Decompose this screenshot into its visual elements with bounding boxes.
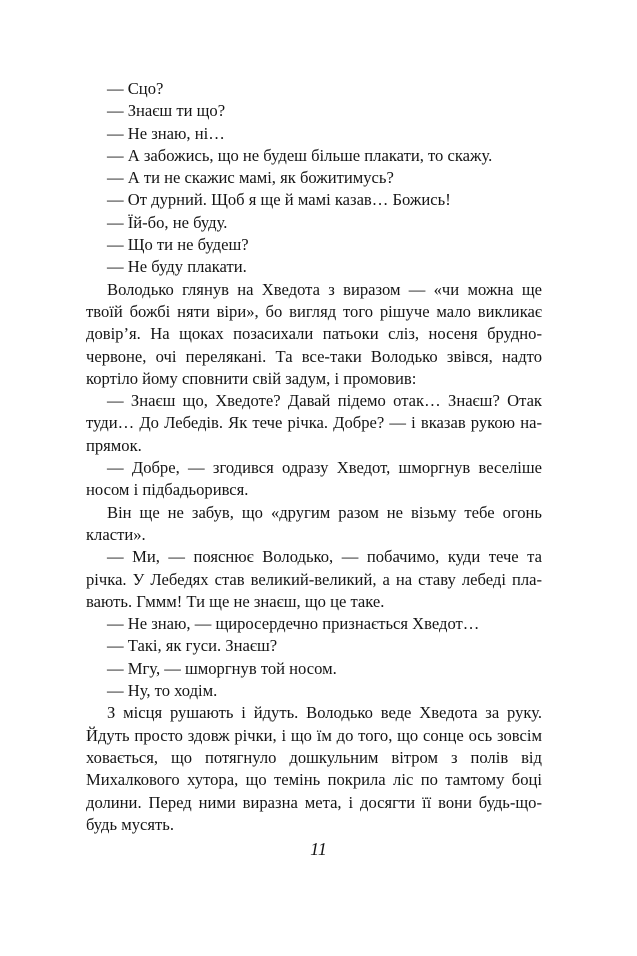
page-number: 11 bbox=[310, 839, 327, 859]
paragraph: — Знаєш що, Хведоте? Давай підемо отак… Знаєш? Отак туди… До Лебедів. Як тече річка. Добре? — і вказав рукою напрямок. bbox=[86, 391, 542, 455]
paragraph: — Ми, — пояснює Володько, — побачимо, куди тече та річка. У Лебедях став великий-великий, а на ставу лебеді плавають. Гммм! Ти ще не знаєш, що це таке. bbox=[86, 547, 542, 611]
paragraph: — Добре, — згодився одразу Хведот, шморгнув веселіше носом і підбадьорився. bbox=[86, 458, 542, 500]
paragraph: — Не знаю, — щиросердечно признається Хведот… bbox=[107, 614, 480, 634]
paragraph: Він ще не забув, що «другим разом не візьму тебе огонь класти». bbox=[86, 502, 542, 544]
paragraph: — Сцо? bbox=[107, 79, 164, 98]
paragraph: — Знаєш ти що? bbox=[107, 101, 226, 121]
paragraph: — Такі, як гуси. Знаєш? bbox=[107, 636, 278, 656]
paragraph: — Не буду плакати. bbox=[107, 257, 247, 277]
paragraph: — А забожись, що не будеш більше плакати, то скажу. bbox=[107, 145, 493, 165]
paragraph: — Що ти не будеш? bbox=[107, 235, 249, 255]
paragraph: З місця рушають і йдуть. Володько веде Хведота за руку. Йдуть просто здовж річки, і що їм до того, що сонце ось зовсім ховається, що потягнуло дошкульним вітром з полів від Михалкового хутора, що темінь покрила ліс по тамтому боці долини. Перед ними виразна мета, і досягти її вони будь-що-будь мусять. bbox=[86, 703, 542, 834]
paragraph: — Їй-бо, не буду. bbox=[107, 212, 228, 232]
paragraph: — Мгу, — шморгнув той носом. bbox=[107, 658, 337, 678]
paragraph: — А ти не скажис мамі, як божитимусь? bbox=[107, 168, 394, 188]
paragraph: Володько глянув на Хведота з виразом — «чи можна ще твоїй божбі няти віри», бо вигляд того рішуче мало викликає довір’я. На щоках позасихали патьоки сліз, носеня брудно-червоне, очі переляканi. Та все-таки Володько звівся, надто кортіло йому сповнити свій задум, і промовив: bbox=[86, 279, 542, 388]
paragraph: — Не знаю, ні… bbox=[107, 123, 225, 143]
paragraph: — Ну, то ходім. bbox=[107, 681, 218, 701]
paragraph: — От дурний. Щоб я ще й мамі казав… Божись! bbox=[107, 190, 451, 210]
body-text bbox=[86, 78, 542, 836]
